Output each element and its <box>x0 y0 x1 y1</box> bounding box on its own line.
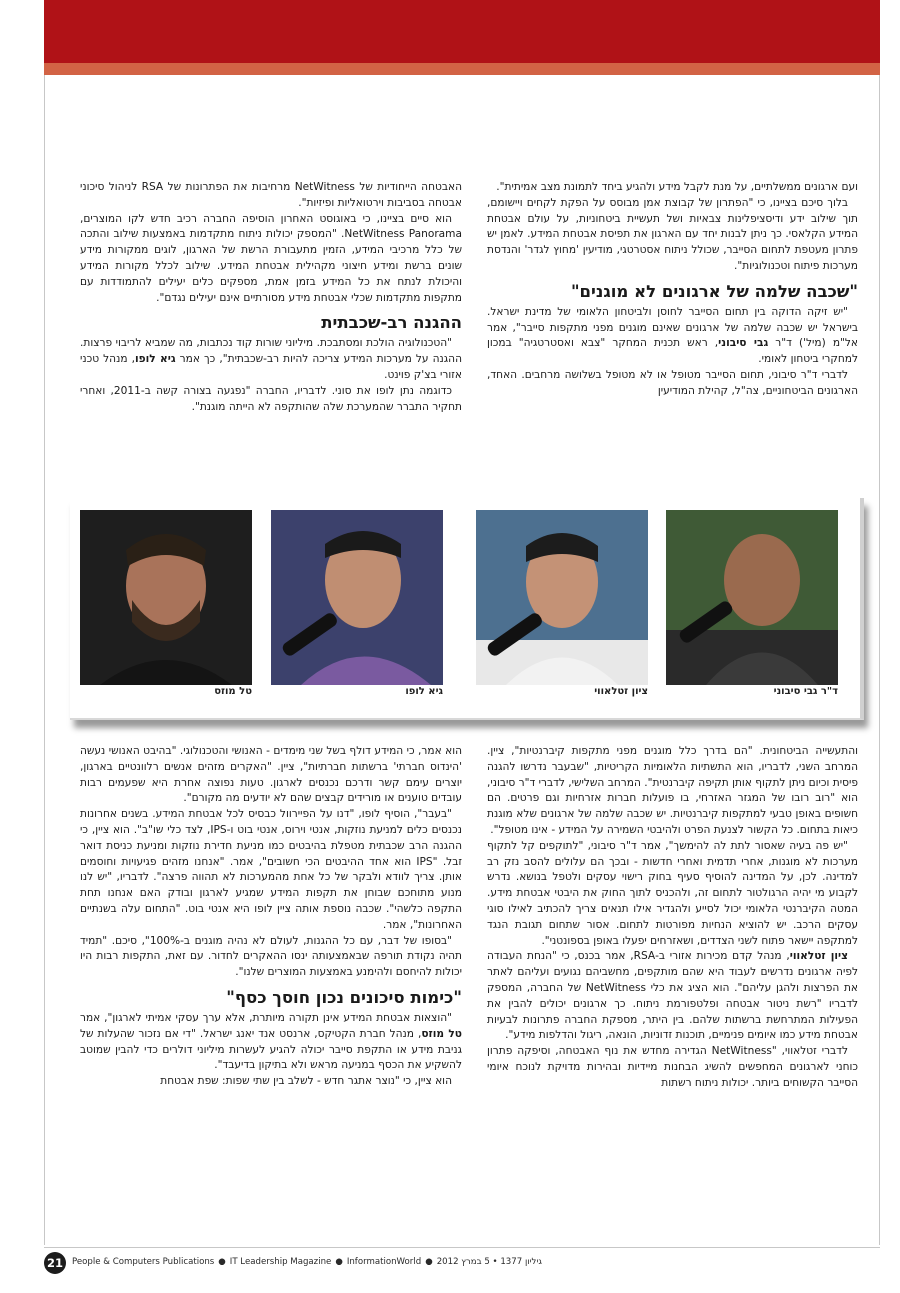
footer-magazine: IT Leadership Magazine <box>229 1257 332 1267</box>
right-column-bottom <box>487 744 858 1092</box>
photo-caption: ציון זטלאווי <box>594 686 648 697</box>
text: "הוצאות אבטחת המידע אינן תקורה מיותרת, אלא ערך עסקי אמיתי לארגון", אמר <box>80 1011 452 1024</box>
speaker-name: גבי סיבוני <box>718 337 769 350</box>
paragraph: האבטחה הייחודיות של NetWitness מרחיבות את הפתרונות של RSA לניהול סיכוני אבטחה בסביבות וירטואליות ופיזיות". <box>80 181 462 209</box>
paragraph: "יש פה בעיה שאסור לתת לה להימשך", אמר ד"ר סיבוני, "לתוקפים קל לתקוף מערכות לא מוגנות, אחרי תדמית ואחרי חדשות - ובכך הם עלולים להסב נזק רב למדינה. לכן, על המדינה להוסיף סעיף בחוק רישוי עסקים ולטפל בנושא. נדרש לקבוע מי יהיה הרגולטור לתחום זה, ולהכניס לתוך החוק את היבטי אבטחת מידע. המטה הקיברנטי הלאומי יכול לסייע ולהגדיר אילו תנאים צריך להכתיב לאילו סוגי עסקים הרכב. יש להוציא הנחיות מפורטות לתחום. אסור שתחום תגובת הנגד למתקפה יישאר פתוח לשני הצדדים, ושאזרחים יפעלו באופן בספונטני". <box>487 839 858 947</box>
section-heading: "כימות סיכונים נכון חוסך כסף" <box>226 987 462 1007</box>
paragraph <box>80 336 462 383</box>
header-accent-stripe <box>44 63 880 75</box>
text: , מנהל טכני אזורי בצ'ק פוינט. <box>80 353 462 381</box>
footer-credits <box>72 1257 542 1267</box>
speaker-name: גיא לופו <box>134 353 176 366</box>
text: "הטכנולוגיה הולכת ומסתבכת. מיליוני שורות קוד נכתבות, מה שמביא לריבוי פרצות. ההגנה על מערכות המידע צריכה להיות רב-שכבתית", כך אמר <box>80 337 462 366</box>
left-frame-line <box>44 75 45 1245</box>
left-column-bottom <box>80 744 462 1090</box>
paragraph <box>487 949 858 1044</box>
paragraph: ועם ארגונים ממשלתיים, על מנת לקבל מידע ולהגיע ביחד לתמונת מצב אמיתית". <box>496 181 858 193</box>
text: "יש זיקה הדוקה בין תחום הסייבר לחוסן ולביטחון הלאומי של מדינת ישראל. בישראל יש שכבה שלמה של ארגונים שאינם מוגנים מפני מתקפות סייבר", אמר אל"מ (מיל') ד"ר <box>487 305 858 350</box>
section-heading: "שכבה שלמה של ארגונים לא מוגנים" <box>570 281 858 301</box>
header-color-band <box>44 0 880 63</box>
paragraph: כדוגמה נתן לופו את סוני. לדבריו, החברה "נפגעה בצורה קשה ב-2011, ואחרי תחקיר התברר שהמערכת שלה שהותקפה לא הייתה מוגנת". <box>80 384 462 413</box>
speaker-photo <box>666 510 838 685</box>
portrait-image <box>476 510 648 685</box>
paragraph: לדברי ד"ר סיבוני, תחום הסייבר מטופל או לא מטופל בשלושה מרחבים. האחד, הארגונים הביטחוניים, צה"ל, קהילת המודיעין <box>487 368 858 397</box>
paragraph <box>80 1011 462 1074</box>
paragraph: הוא סיים בציינו, כי באוגוסט האחרון הוסיפה החברה רכיב חדש לקו המוצרים, NetWitness Panorama. "המספק יכולות ניתוח מתקדמות באמצעות שילוב והתכה של כלל מרכיבי המידע, הזמין מתעבורת הרשת של הארגון, לוגים ממקורות מידע שונים ברשת ומידע חיצוני מקהילית אבטחת המידע. שילוב לכלל מקורות המידע והיכולת לנתח את כל המידע בזמן אמת, מספקים כלים יעילים להתמודדות עם מתקפות מתקדמות שכלי אבטחת מידע מסורתיים אינם יעילים נגדם". <box>80 212 462 304</box>
photo-caption: ד"ר גבי סיבוני <box>773 686 838 697</box>
right-column-top <box>487 180 858 400</box>
portrait-image <box>80 510 252 685</box>
paragraph: לדברי זטלאווי, "NetWitness הגדירה מחדש את נוף האבטחה, וסיפקה פתרון כוחני לארגונים המחפשים להשיג הבחנות מיידיות ובהירות מדויקת לנוכח איומי הסייבר הקשוחים ביותר. יכולות ניתוח רשתות <box>487 1045 858 1089</box>
right-frame-line <box>879 75 880 1245</box>
speaker-photo-panel <box>70 498 864 720</box>
text: , מנהל חברת הקטיקס, ארנסט אנד יאנג ישראל. "די אם נזכור שהעלות של גניבת מידע או התקפת סייבר יכולה להגיע לעשרות מיליוני דולרים כדי להבין שמוטב להשקיע את הכסף במניעה מראש ולא בתיקון בדיעבד". <box>80 1027 462 1072</box>
bullet-icon: ● <box>218 1257 226 1267</box>
paragraph: "בעבר", הוסיף לופו, "דנו על הפיירוול כבסיס לכל אבטחת המידע. בשנים אחרונות נכנסים כלים למניעת נוזקות, אנטי וירוס, אנטי בוט ו-IPS, לצד כלי שו"ב". הוא ציין, כי ההגנה הרב שכבתית מטפלת בהיבטים כמו מניעת חדירת נוזקות ומניעת כניסת דואר זבל. "IPS הוא אחד ההיבטים הכי חשובים", אמר. "אנחנו מזהים פגיעויות וחוסמים אותן. צריך לוודא ולבקר של כל אחת מהמערכות לא תהווה פרצה". לדבריו, "יש לנו מנוע מתוחכם שבוחן את תקפות המידע שמגיע לארגון ובודק האם אנחנו תחת התקפה כלשהי". שכבה נוספת אותה ציין לופו היא אנטי בוט. "התחום עלה בשנתיים האחרונות", אמר. <box>80 808 462 931</box>
footer-issue: גיליון 1377 • 5 במרץ 2012 <box>436 1257 542 1267</box>
text: , ראש תכנית המחקר "צבא ואסטרטגיה" במכון למחקרי ביטחון לאומי. <box>487 337 858 366</box>
page-number: 21 <box>44 1252 66 1274</box>
footer-brand: InformationWorld <box>346 1257 422 1267</box>
paragraph: והתעשייה הביטחונית. "הם בדרך כלל מוגנים מפני מתקפות קיברנטיות", ציין. המרחב השני, לדבריו, הוא התשתיות הלאומיות הקריטיות, "שבעבר נדרשו להגנה פיסית וכיום ניתן לתקוף אותן תקיפה קיברנטית". המרחב השלישי, לדברי ד"ר סיבוני, הוא "רוב רובו של המגזר האזרחי, בו פועלות חברות אזרחיות וגם פרטים. הם חשופים באופן טבעי למתקפות קיברנטיות. יש שכבה שלמה של ארגונים שלא מוגנת כיאות בתחום. כל הקשור לצנעת הפרט ולהיבטי השמירה על המידע - אינו מטופל". <box>487 745 858 836</box>
section-heading: ההגנה רב-שכבתית <box>321 313 462 333</box>
bullet-icon: ● <box>425 1257 433 1267</box>
speaker-name: טל מוזס <box>421 1027 462 1040</box>
speaker-photo <box>80 510 252 685</box>
footer-publisher: People & Computers Publications <box>72 1257 215 1267</box>
paragraph: בלוך סיכם בציינו, כי "הפתרון של קבוצת אמן מבוסס על הפקת לקחים ויישומם, תוך שילוב ידע ודיסציפלינות צבאיות ושל תעשיית ביטחוניות, על עולם אבטחת המידע הקלאסי. כך ניתן לבנות יחד עם הארגון את תפיסת אבטחת המידע. לאמן יש פתרון מעטפת לתחום הסייבר, שכולל ניתוח אסטרטגי, מודיעין 'מחוץ לגדר' והנדסת מערכות פיתוח וטכנולוגיות". <box>487 196 858 272</box>
speaker-photo <box>476 510 648 685</box>
portrait-image <box>666 510 838 685</box>
paragraph <box>487 305 858 368</box>
left-column-top <box>80 180 462 415</box>
paragraph: "בסופו של דבר, עם כל ההגנות, לעולם לא נהיה מוגנים ב-100%", סיכם. "תמיד תהיה נקודת תורפה שבאמצעותה ינסו ההאקרים לחדור. עם זאת, התקפות רבות היו יכולות להיחסם ולהימנע באמצעות המוצרים שלנו". <box>80 934 462 979</box>
paragraph: הוא ציין, כי "נוצר אתגר חדש - לשלב בין שתי שפות: שפת אבטחת <box>160 1075 452 1088</box>
portrait-image <box>271 510 443 685</box>
photo-caption: גיא לופו <box>405 686 443 697</box>
photo-caption: טל מוזס <box>214 686 252 697</box>
speaker-name: ציון זטלאווי <box>789 950 848 963</box>
footer-rule <box>44 1247 880 1248</box>
text: , מנהל קדם מכירות אזורי ב-RSA, אמר בכנס, כי "הנחת העבודה לפיה ארגונים נדרשים לעבוד היא שהם מותקפים, מחשביהם נגועים ועליהם לאתר את הפרצות ולהגן עליהם". הוא הציג את כלי NetWitness של החברה, המספק לדבריו "רשת ניטור אבטחה ופלטפורמת ניתוח. כך ארגונים יכולים להבין את הפעילות המתרחשת ברשתות שלהם. בין היתר, מספקת החברה פתרונות לבעיות אבטחת מידע כמו איומים פנימיים, תוכנות זדוניות, הונאה, ריגול והדלפות מידע". <box>487 950 858 1042</box>
speaker-photo <box>271 510 443 685</box>
bullet-icon: ● <box>335 1257 343 1267</box>
paragraph: הוא אמר, כי המידע דולף בשל שני מימדים - האנושי והטכנולוגי. "בהיבט האנושי נעשה 'הינדוס חברתי' ברשתות חברתיות", ציין. "האקרים מזהים אנשים רלוונטיים בארגון, יוצרים עימם קשר ודרכם נכנסים לארגון. טעות נפוצה אחרת היא שפעמים רבות עובדים טוענים או מורידים קבצים שהם לא יודעים מה מקורם". <box>80 745 462 805</box>
